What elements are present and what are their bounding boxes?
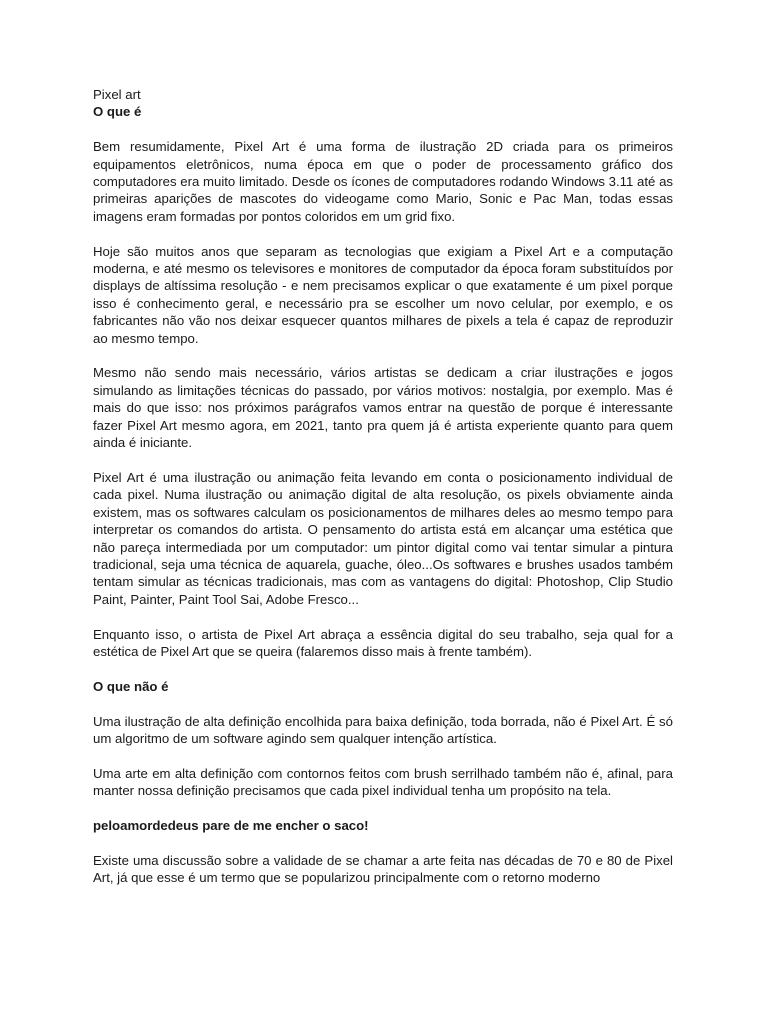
paragraph-4: Pixel Art é uma ilustração ou animação feita levando em conta o posicionamento individual de cada pixel. Numa ilustração ou animação digital de alta resolução, os pixels obviamente ainda existem, mas os softwares calculam os posicionamentos de milhares deles ao mesmo tempo para interpretar os comandos do artista. O pensamento do artista está em alcançar uma estética que não pareça intermediada por um computador: um pintor digital como vai tentar simular a pintura tradicional, seja uma técnica de aquarela, guache, óleo...Os softwares e brushes usados também tentam simular as técnicas tradicionais, mas com as vantagens do digital: Photoshop, Clip Studio Paint, Painter, Paint Tool Sai, Adobe Fresco... — [93, 469, 673, 607]
paragraph-6: Uma ilustração de alta definição encolhida para baixa definição, toda borrada, não é Pixel Art. É só um algoritmo de um software agindo sem qualquer intenção artística. — [93, 713, 673, 746]
section-heading-what-it-is: O que é — [93, 104, 142, 120]
paragraph-1: Bem resumidamente, Pixel Art é uma forma de ilustração 2D criada para os primeiros equipamentos eletrônicos, numa época em que o poder de processamento gráfico dos computadores era muito limitado. Desde os ícones de computadores rodando Windows 3.11 até as primeiras aparições de mascotes do videogame como Mario, Sonic e Pac Man, todas essas imagens eram formadas por pontos coloridos em um grid fixo. — [93, 139, 673, 224]
spacer — [93, 225, 673, 242]
paragraph-3: Mesmo não sendo mais necessário, vários artistas se dedicam a criar ilustrações e jogos simulando as limitações técnicas do passado, por vários motivos: nostalgia, por exemplo. Mas é mais do que isso: nos próximos parágrafos vamos entrar na questão de porque é interessante fazer Pixel Art mesmo agora, em 2021, tanto pra quem já é artista experiente quanto para quem ainda é iniciante. — [93, 365, 673, 451]
spacer — [93, 451, 673, 468]
paragraph-7: Uma arte em alta definição com contornos feitos com brush serrilhado também não é, afinal, para manter nossa definição precisamos que cada pixel individual tenha um propósito na tela. — [93, 765, 673, 799]
paragraph-2: Hoje são muitos anos que separam as tecnologias que exigiam a Pixel Art e a computação moderna, e até mesmo os televisores e monitores de computador da época foram substituídos por displays de altíssima resolução - e nem precisamos explicar o que exatamente é um pixel porque isso é conhecimento geral, e necessário pra se escolher um novo celular, por exemplo, e os fabricantes não vão nos deixar esquecer quantos milhares de pixels a tela é capaz de reproduzir ao mesmo tempo. — [93, 243, 673, 346]
spacer — [93, 800, 673, 817]
spacer — [93, 608, 673, 625]
paragraph-8: Existe uma discussão sobre a validade de se chamar a arte feita nas décadas de 70 e 80 de Pixel Art, já que esse é um termo que se popularizou principalmente com o retorno moderno — [93, 852, 673, 886]
spacer — [93, 660, 673, 677]
section-heading-what-it-is-not: O que não é — [93, 678, 169, 694]
document-title: Pixel art — [93, 87, 141, 102]
spacer — [93, 834, 673, 851]
paragraph-5: Enquanto isso, o artista de Pixel Art abraça a essência digital do seu trabalho, seja qual for a estética de Pixel Art que se queira (falaremos disso mais à frente também). — [93, 626, 673, 659]
document-page — [93, 86, 673, 887]
section-heading-exclamation: peloamordedeus pare de me encher o saco! — [93, 817, 369, 833]
spacer — [93, 121, 673, 138]
spacer — [93, 695, 673, 712]
spacer — [93, 347, 673, 364]
spacer — [93, 747, 673, 764]
